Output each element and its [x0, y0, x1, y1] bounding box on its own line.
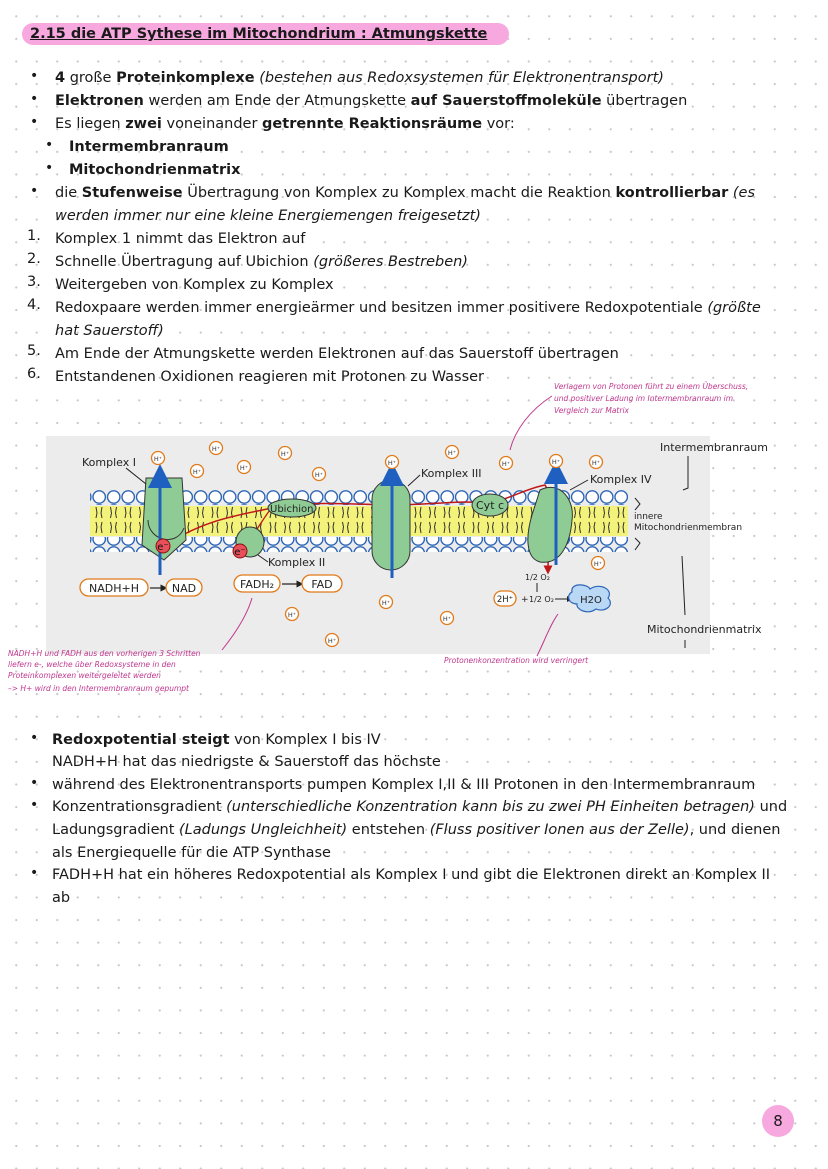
- bullet: •: [30, 114, 39, 130]
- proton: [286, 608, 299, 621]
- numbered-item: Komplex 1 nimmt das Elektron auf: [55, 231, 306, 247]
- svg-text:H⁺: H⁺: [314, 471, 324, 479]
- proton: [590, 456, 603, 469]
- page-number: 8: [762, 1105, 794, 1137]
- svg-text:H⁺: H⁺: [327, 637, 337, 645]
- proton: [500, 457, 513, 470]
- text-line-7b: Ladungsgradient (Ladungs Ungleichheit) entstehen (Fluss positiver Ionen aus der Zelle), und dienen: [52, 822, 781, 838]
- svg-text:e⁻: e⁻: [234, 547, 246, 558]
- svg-text:H⁺: H⁺: [593, 560, 603, 568]
- bullet: •: [30, 730, 39, 746]
- label-komplex-1: Komplex I: [82, 456, 136, 469]
- text-line-5: Redoxpotential steigt von Komplex I bis IV: [52, 732, 381, 748]
- svg-text:H⁺: H⁺: [192, 468, 202, 476]
- bullet: •: [45, 160, 54, 176]
- list-number: 1.: [27, 228, 41, 244]
- label-mitochondrienmembran: Mitochondrienmembran: [634, 523, 743, 533]
- svg-text:+: +: [521, 595, 529, 605]
- svg-text:H⁺: H⁺: [501, 460, 511, 468]
- text-line-7: Konzentrationsgradient (unterschiedliche Konzentration kann bis zu zwei PH Einheiten betragen) und: [52, 799, 788, 815]
- bullet: •: [30, 68, 39, 84]
- note-top-1: Verlagern von Protonen führt zu einem Überschuss,: [554, 382, 749, 391]
- text-line-7c: als Energiequelle für die ATP Synthase: [52, 845, 331, 861]
- label-innere: innere: [634, 512, 663, 522]
- label-komplex-3: Komplex III: [421, 467, 482, 480]
- proton: [313, 468, 326, 481]
- label-fad: FAD: [311, 578, 333, 591]
- numbered-item-cont: hat Sauerstoff): [55, 323, 164, 339]
- label-2h: 2H⁺: [496, 595, 514, 605]
- numbered-item: Entstandenen Oxidionen reagieren mit Protonen zu Wasser: [55, 369, 485, 385]
- svg-text:H⁺: H⁺: [442, 615, 452, 623]
- bullet: •: [30, 91, 39, 107]
- svg-text:H⁺: H⁺: [447, 449, 457, 457]
- proton: [210, 442, 223, 455]
- bullet: •: [45, 137, 54, 153]
- list-number: 2.: [27, 251, 41, 267]
- label-komplex-2: Komplex II: [268, 556, 326, 569]
- sub-item-intermembranraum: Intermembranraum: [69, 139, 229, 155]
- proton: [152, 452, 165, 465]
- label-nadh: NADH+H: [89, 582, 139, 595]
- svg-text:H⁺: H⁺: [211, 445, 221, 453]
- proton: [386, 456, 399, 469]
- note-left-1: NADH+H und FADH aus den vorherigen 3 Schritten: [8, 649, 201, 658]
- svg-text:H⁺: H⁺: [287, 611, 297, 619]
- list-number: 4.: [27, 297, 41, 313]
- svg-text:e⁻: e⁻: [157, 542, 169, 553]
- text-line-8: FADH+H hat ein höheres Redoxpotential als Komplex I und gibt die Elektronen direkt an Komplex II: [52, 867, 771, 883]
- page-title: 2.15 die ATP Sythese im Mitochondrium : Atmungskette: [22, 23, 509, 45]
- text-line-6: während des Elektronentransports pumpen Komplex I,II & III Protonen in den Intermembranraum: [52, 777, 756, 793]
- svg-text:H⁺: H⁺: [381, 599, 391, 607]
- proton: [380, 596, 393, 609]
- proton: [191, 465, 204, 478]
- svg-text:H⁺: H⁺: [591, 459, 601, 467]
- sub-item-matrix: Mitochondrienmatrix: [69, 162, 241, 178]
- numbered-item: Weitergeben von Komplex zu Komplex: [55, 277, 334, 293]
- note-left-3: Proteinkomplexen weitergeleitet werden: [8, 671, 161, 680]
- electron-transport-chain-diagram: [0, 380, 828, 700]
- label-cytc: Cyt c: [476, 499, 505, 512]
- svg-text:H⁺: H⁺: [239, 464, 249, 472]
- label-ubichion: Ubichion: [270, 504, 314, 515]
- label-nad: NAD: [171, 582, 197, 595]
- text-line-5b: NADH+H hat das niedrigste & Sauerstoff das höchste: [52, 754, 441, 770]
- proton: [326, 634, 339, 647]
- label-half-o2: 1/2 O₂: [529, 595, 554, 604]
- text-line-2: Elektronen werden am Ende der Atmungskette auf Sauerstoffmoleküle übertragen: [55, 93, 688, 109]
- text-line-4b: werden immer nur eine kleine Energiemengen freigesetzt): [55, 208, 481, 224]
- svg-text:H⁺: H⁺: [551, 458, 561, 466]
- list-number: 6.: [27, 366, 41, 382]
- list-number: 5.: [27, 343, 41, 359]
- bullet: •: [30, 865, 39, 881]
- note-left-2: liefern e-, welche über Redoxsysteme in den: [8, 660, 176, 669]
- text-line-8b: ab: [52, 890, 71, 906]
- label-fadh2: FADH₂: [240, 578, 274, 591]
- bullet: •: [30, 183, 39, 199]
- svg-text:H⁺: H⁺: [387, 459, 397, 467]
- list-number: 3.: [27, 274, 41, 290]
- numbered-item: Schnelle Übertragung auf Ubichion (größeres Bestreben): [55, 254, 468, 270]
- proton: [238, 461, 251, 474]
- bullet: •: [30, 775, 39, 791]
- text-line-1: 4 große Proteinkomplexe (bestehen aus Redoxsystemen für Elektronentransport): [55, 70, 664, 86]
- numbered-item: Redoxpaare werden immer energieärmer und besitzen immer positivere Redoxpotentiale (größte: [55, 300, 761, 316]
- proton: [279, 447, 292, 460]
- label-komplex-4: Komplex IV: [590, 473, 652, 486]
- proton: [592, 557, 605, 570]
- numbered-item: Am Ende der Atmungskette werden Elektronen auf das Sauerstoff übertragen: [55, 346, 619, 362]
- note-bottom: Protonenkonzentration wird verringert: [444, 656, 589, 665]
- proton: [441, 612, 454, 625]
- label-intermembranraum: Intermembranraum: [660, 441, 768, 454]
- note-top-3: Vergleich zur Matrix: [554, 406, 629, 415]
- label-matrix: Mitochondrienmatrix: [647, 623, 762, 636]
- text-line-3: Es liegen zwei voneinander getrennte Reaktionsräume vor:: [55, 116, 515, 132]
- proton: [446, 446, 459, 459]
- text-line-4: die Stufenweise Übertragung von Komplex zu Komplex macht die Reaktion kontrollierbar (es: [55, 185, 756, 201]
- note-top-2: und positiver Ladung im Intermembranraum im: [554, 394, 734, 403]
- label-half-o2-top: 1/2 O₂: [525, 573, 550, 582]
- bullet: •: [30, 797, 39, 813]
- svg-text:H⁺: H⁺: [280, 450, 290, 458]
- note-left-4: –> H+ wird in den Intermembranraum gepumpt: [8, 684, 189, 693]
- label-h2o: H2O: [580, 595, 602, 606]
- proton: [550, 455, 563, 468]
- svg-text:H⁺: H⁺: [153, 455, 163, 463]
